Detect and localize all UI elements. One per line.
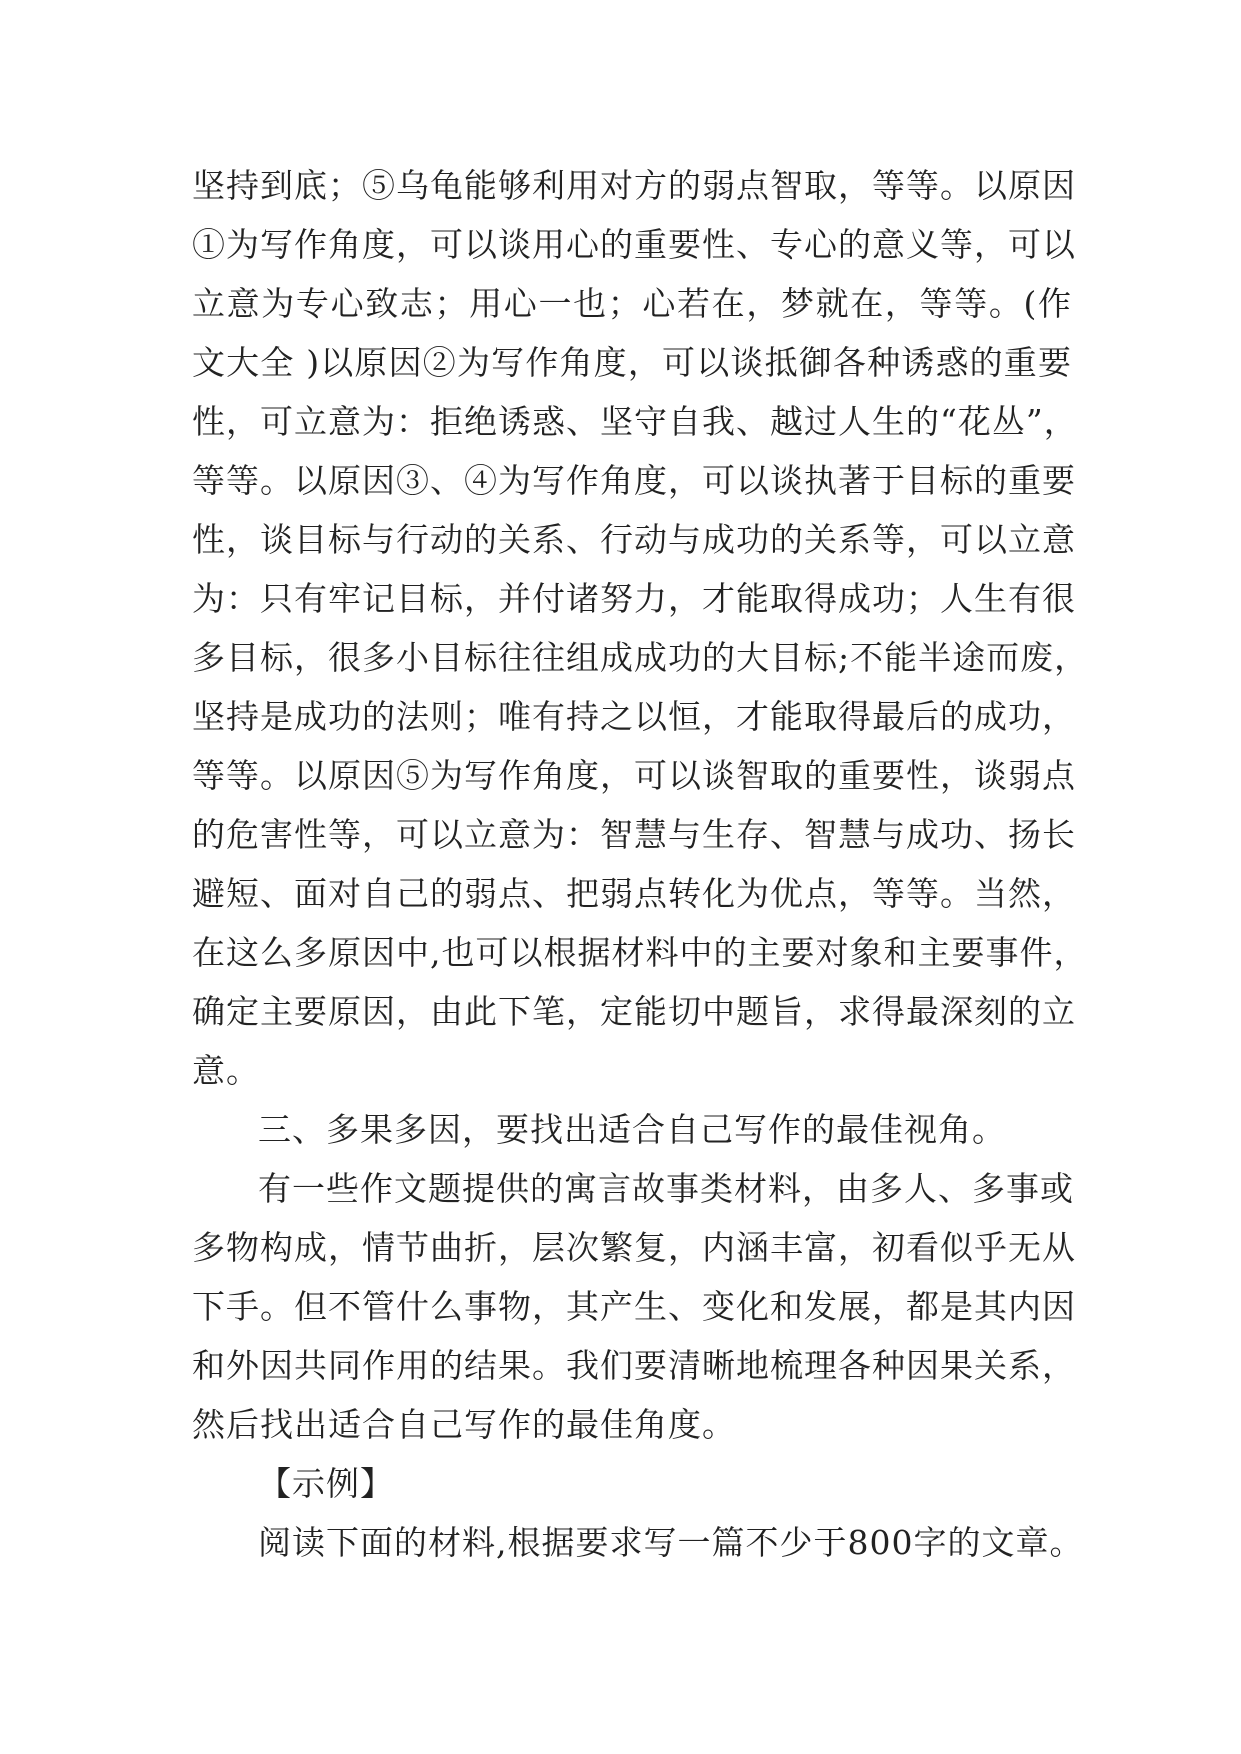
text-line: 然后找出适合自己写作的最佳角度。 <box>192 1405 736 1444</box>
text-line: 文大全 )以原因②为写作角度，可以谈抵御各种诱惑的重要 <box>192 343 1072 382</box>
example-label: 【示例】 <box>258 1464 394 1503</box>
text-line: 下手。但不管什么事物，其产生、变化和发展，都是其内因 <box>192 1287 1076 1326</box>
text-line: 性，可立意为：拒绝诱惑、坚守自我、越过人生的“花丛”， <box>192 402 1078 441</box>
text-line: 多物构成，情节曲折，层次繁复，内涵丰富，初看似乎无从 <box>192 1228 1076 1267</box>
text-line: 等等。以原因⑤为写作角度，可以谈智取的重要性，谈弱点 <box>192 756 1076 795</box>
text-line: 在这么多原因中,也可以根据材料中的主要对象和主要事件， <box>192 933 1088 972</box>
text-line: 等等。以原因③、④为写作角度，可以谈执著于目标的重要 <box>192 461 1076 500</box>
text-line: 的危害性等，可以立意为：智慧与生存、智慧与成功、扬长 <box>192 815 1076 854</box>
text-line: 为：只有牢记目标，并付诸努力，才能取得成功；人生有很 <box>192 579 1076 618</box>
text-line: 性，谈目标与行动的关系、行动与成功的关系等，可以立意 <box>192 520 1076 559</box>
text-line: 阅读下面的材料,根据要求写一篇不少于800字的文章。 <box>258 1523 1084 1562</box>
text-line: 立意为专心致志；用心一也；心若在，梦就在，等等。(作 <box>192 284 1072 323</box>
text-line: 确定主要原因，由此下笔，定能切中题旨，求得最深刻的立 <box>192 992 1076 1031</box>
text-line: 坚持到底；⑤乌龟能够利用对方的弱点智取，等等。以原因 <box>192 166 1076 205</box>
text-line: 有一些作文题提供的寓言故事类材料，由多人、多事或 <box>258 1169 1074 1208</box>
section-heading: 三、多果多因，要找出适合自己写作的最佳视角。 <box>258 1110 1006 1149</box>
text-line: 意。 <box>192 1051 260 1090</box>
text-line: 避短、面对自己的弱点、把弱点转化为优点，等等。当然， <box>192 874 1076 913</box>
text-line: 和外因共同作用的结果。我们要清晰地梳理各种因果关系， <box>192 1346 1076 1385</box>
text-line: 多目标，很多小目标往往组成成功的大目标;不能半途而废， <box>192 638 1089 677</box>
body-text <box>192 156 1089 1572</box>
text-line: ①为写作角度，可以谈用心的重要性、专心的意义等，可以 <box>192 225 1076 264</box>
text-line: 坚持是成功的法则；唯有持之以恒，才能取得最后的成功， <box>192 697 1076 736</box>
